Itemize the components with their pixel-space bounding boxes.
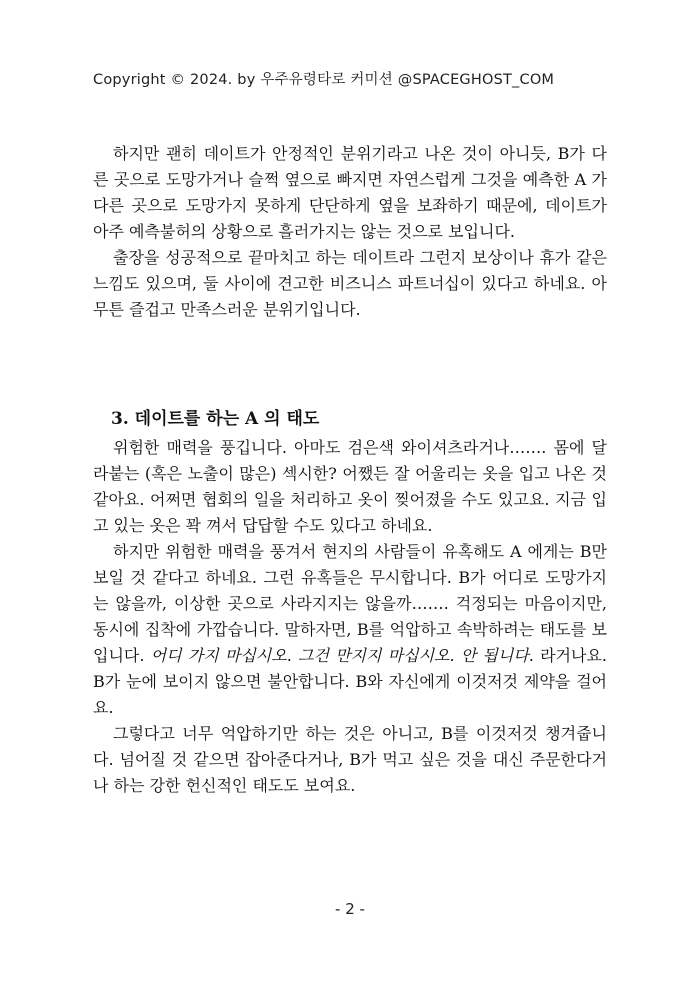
section-3-paragraph-1: 위험한 매력을 풍깁니다. 아마도 검은색 와이셔츠라거나……. 몸에 달라붙는 (혹은 노출이 많은) 섹시한? 어쨌든 잘 어울리는 옷을 입고 나온 것 같아요. 어쩌면 협회의 일을 처리하고 옷이 찢어졌을 수도 있고요. 지금 입고 있는 옷은 꽉 껴서 답답할 수도 있다고 하네요. [93,438,607,535]
section-3-heading: 3. 데이트를 하는 A 의 태도 [111,409,320,429]
section-3-quote: 어디 가지 마십시오. 그건 만지지 마십시오. 안 됩니다. [150,646,534,665]
page-body [93,141,607,323]
section-3-paragraph-2 [93,539,607,721]
copyright-header: Copyright © 2024. by 우주유령타로 커미션 @SPACEGHOST_COM [93,72,555,88]
section-3-paragraph-2-start: 하지만 위험한 매력을 풍겨서 현지의 사람들이 유혹해도 A 에게는 B만 보일 것 같다고 하네요. 그런 유혹들은 무시합니다. B가 어디로 도망가지는 않을까, 이상한 곳으로 사라지지는 않을까……. 걱정되는 마음이지만, 동시에 집착에 가깝습니다. 말하자면, B를 억압하고 속박하려는 태도를 보입니다. [93,542,607,665]
section-3 [93,406,607,799]
page-number: - 2 - [335,900,365,918]
section-3-paragraph-2-end: 라거나요. B가 눈에 보이지 않으면 불안합니다. B와 자신에게 이것저것 제약을 걸어요. [93,646,607,717]
body-paragraph-2: 출장을 성공적으로 끝마치고 하는 데이트라 그런지 보상이나 휴가 같은 느낌도 있으며, 둘 사이에 견고한 비즈니스 파트너십이 있다고 하네요. 아무튼 즐겁고 만족스러운 분위기입니다. [93,248,607,319]
body-paragraph-1: 하지만 괜히 데이트가 안정적인 분위기라고 나온 것이 아니듯, B가 다른 곳으로 도망가거나 슬쩍 옆으로 빠지면 자연스럽게 그것을 예측한 A 가 다른 곳으로 도망가지 못하게 단단하게 옆을 보좌하기 때문에, 데이트가 아주 예측불허의 상황으로 흘러가지는 않는 것으로 보입니다. [93,144,607,241]
section-3-paragraph-3: 그렇다고 너무 억압하기만 하는 것은 아니고, B를 이것저것 챙겨줍니다. 넘어질 것 같으면 잡아준다거나, B가 먹고 싶은 것을 대신 주문한다거나 하는 강한 헌신적인 태도도 보여요. [93,724,607,795]
